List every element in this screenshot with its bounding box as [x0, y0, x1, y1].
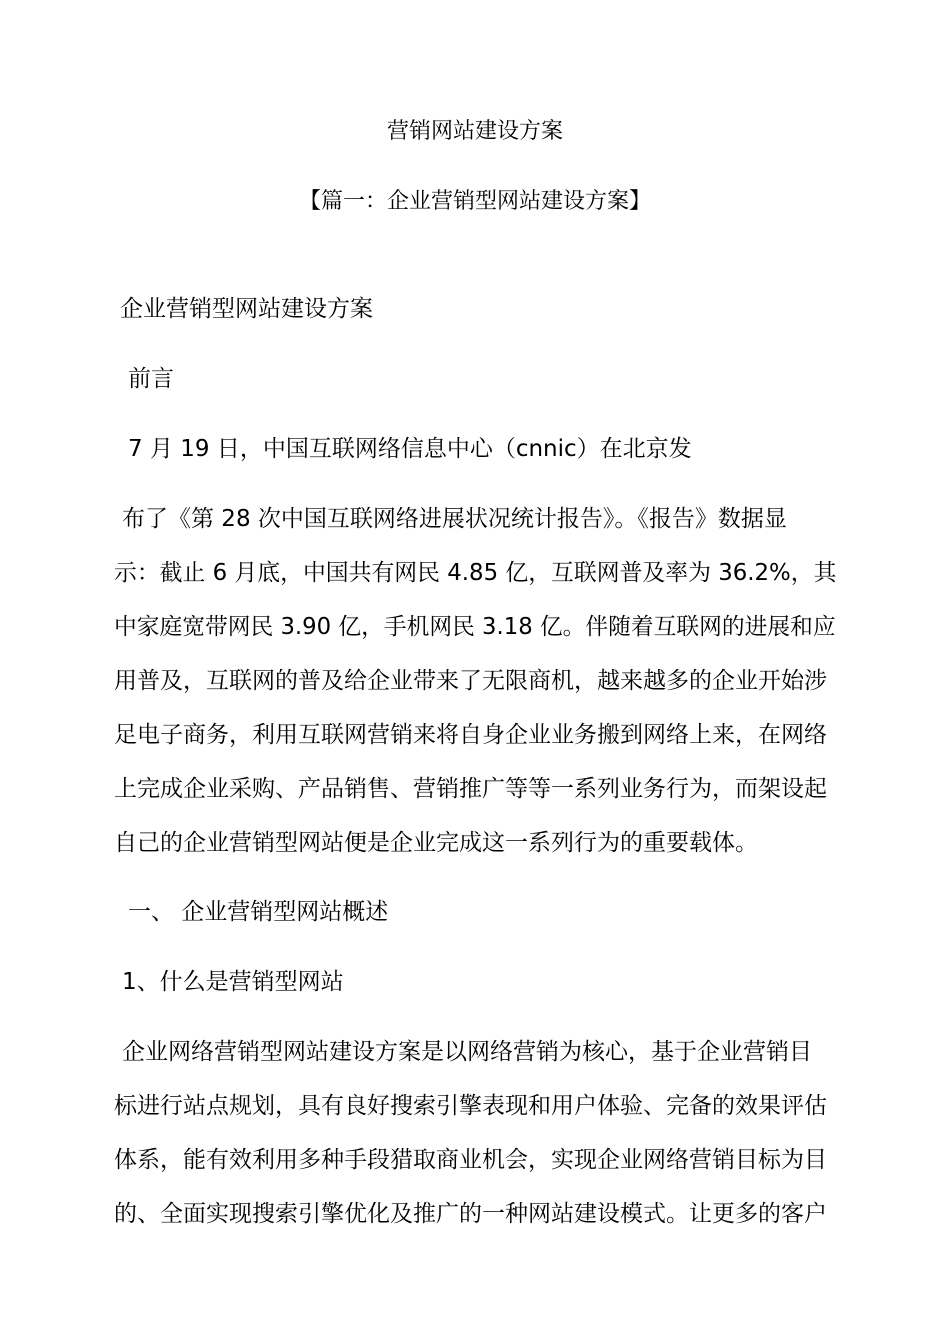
paragraph-line: 自己的企业营销型网站便是企业完成这一系列行为的重要载体。	[114, 830, 758, 856]
intro-line: 7 月 19 日，中国互联网络信息中心（cnnic）在北京发	[128, 436, 692, 462]
paragraph-line: 上完成企业采购、产品销售、营销推广等等一系列业务行为，而架设起	[114, 776, 827, 802]
section-1-heading: 一、 企业营销型网站概述	[128, 899, 389, 925]
paragraph-line: 示：截止 6 月底，中国共有网民 4.85 亿，互联网普及率为 36.2%，其	[114, 560, 837, 586]
paragraph-line: 足电子商务，利用互联网营销来将自身企业业务搬到网络上来，在网络	[114, 722, 827, 748]
paragraph-line: 用普及，互联网的普及给企业带来了无限商机，越来越多的企业开始涉	[114, 668, 827, 694]
section-heading: 企业营销型网站建设方案	[120, 296, 373, 322]
paragraph-line: 企业网络营销型网站建设方案是以网络营销为核心，基于企业营销目	[122, 1039, 812, 1065]
paragraph-line: 标进行站点规划，具有良好搜索引擎表现和用户体验、完备的效果评估	[114, 1093, 827, 1119]
subsection-1-heading: 1、什么是营销型网站	[122, 969, 344, 995]
document-title: 营销网站建设方案	[386, 119, 563, 144]
document-subtitle: 【篇一：企业营销型网站建设方案】	[298, 189, 651, 214]
preface-label: 前言	[128, 366, 174, 392]
paragraph-line: 中家庭宽带网民 3.90 亿，手机网民 3.18 亿。伴随着互联网的进展和应	[114, 614, 836, 640]
paragraph-line: 布了《第 28 次中国互联网络进展状况统计报告》。《报告》数据显	[122, 506, 787, 532]
paragraph-line: 体系，能有效利用多种手段猎取商业机会，实现企业网络营销目标为目	[114, 1147, 827, 1173]
paragraph-line: 的、全面实现搜索引擎优化及推广的一种网站建设模式。让更多的客户	[114, 1201, 827, 1227]
